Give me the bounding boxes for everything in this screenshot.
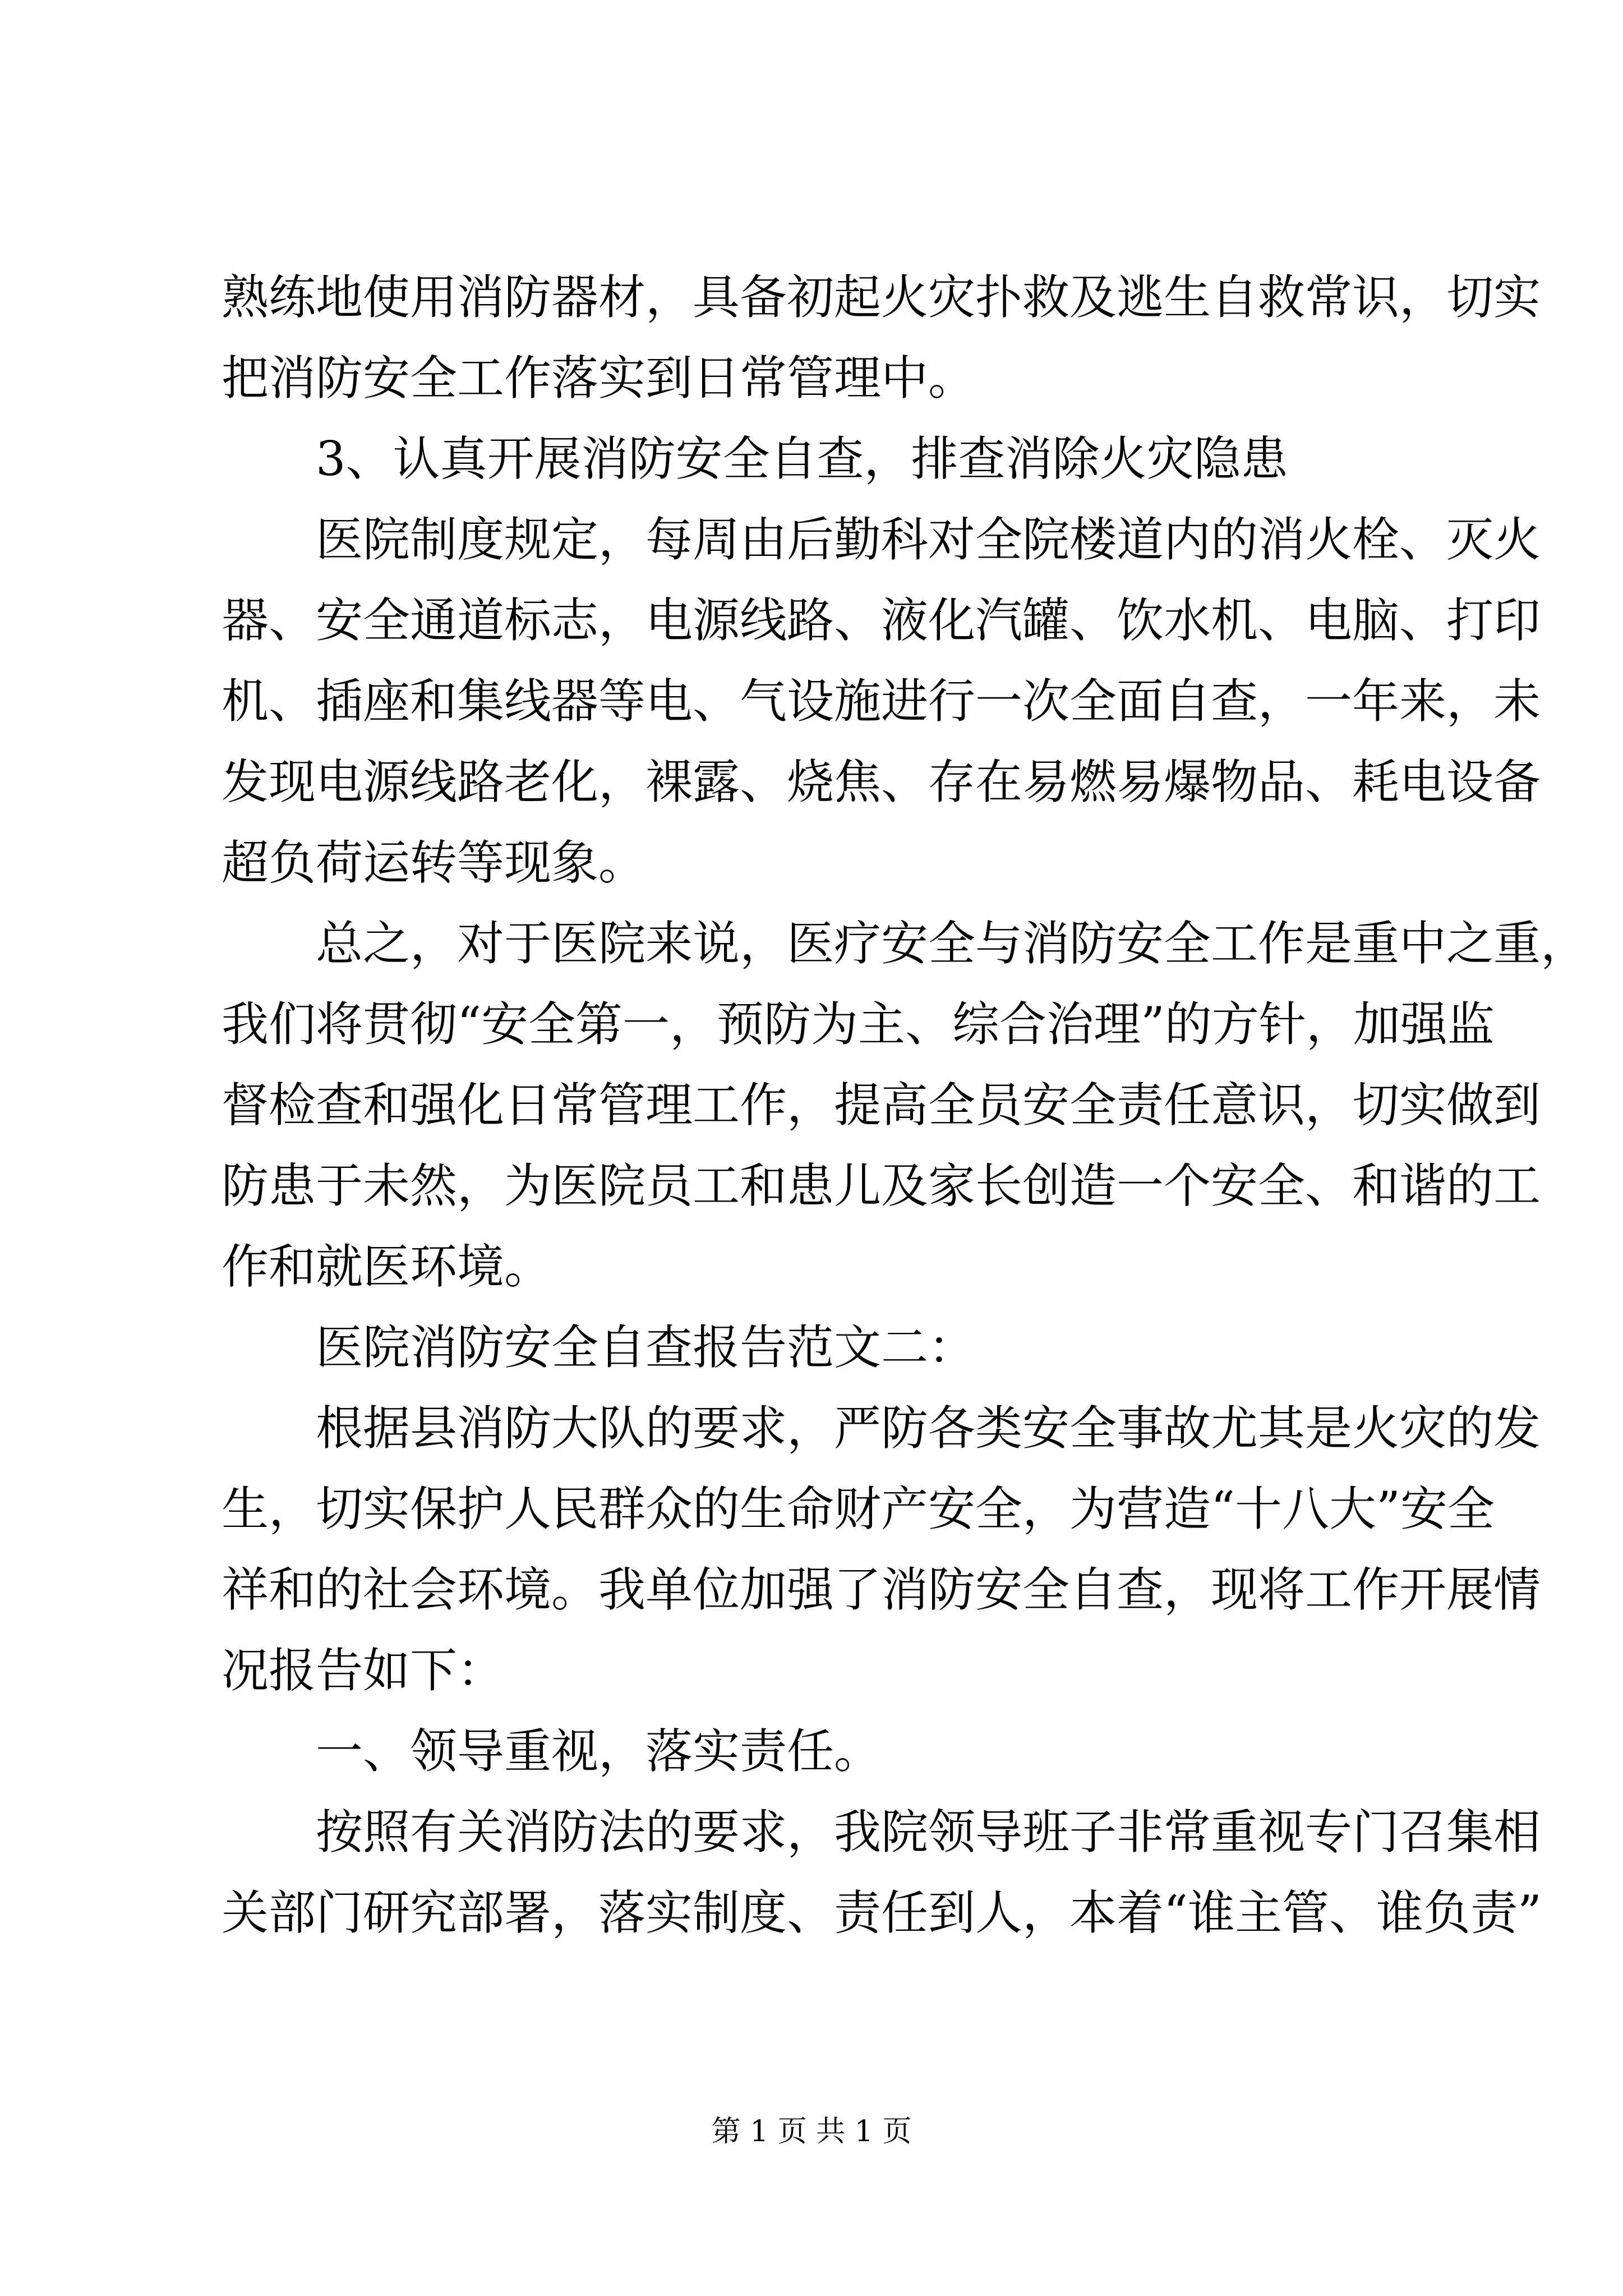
text-line: 督检查和强化日常管理工作，提高全员安全责任意识，切实做到: [222, 1078, 1541, 1133]
text-line: 作和就医环境。: [222, 1239, 552, 1294]
text-line: 机、插座和集线器等电、气设施进行一次全面自查，一年来，未: [222, 674, 1541, 729]
text-line: 器、安全通道标志，电源线路、液化汽罐、饮水机、电脑、打印: [222, 593, 1541, 648]
page-footer: 第 1 页 共 1 页: [711, 2115, 912, 2148]
text-line: 把消防安全工作落实到日常管理中。: [222, 351, 976, 406]
text-line: 按照有关消防法的要求，我院领导班子非常重视专门召集相: [316, 1805, 1541, 1860]
text-line: 超负荷运转等现象。: [222, 835, 646, 890]
text-line: 熟练地使用消防器材，具备初起火灾扑救及逃生自救常识，切实: [222, 270, 1541, 325]
text-line: 3、认真开展消防安全自查，排查消除火灾隐患: [316, 431, 1288, 486]
text-line: 发现电源线路老化，裸露、烧焦、存在易燃易爆物品、耗电设备: [222, 754, 1541, 809]
text-line: 我们将贯彻“安全第一，预防为主、综合治理”的方针，加强监: [222, 997, 1495, 1052]
text-line: 总之，对于医院来说，医疗安全与消防安全工作是重中之重，: [316, 916, 1588, 971]
text-line: 祥和的社会环境。我单位加强了消防安全自查，现将工作开展情: [222, 1562, 1541, 1617]
document-body: [222, 257, 1588, 1953]
text-line: 医院制度规定，每周由后勤科对全院楼道内的消火栓、灭火: [316, 512, 1541, 567]
text-line: 根据县消防大队的要求，严防各类安全事故尤其是火灾的发: [316, 1401, 1541, 1456]
text-line: 一、领导重视，落实责任。: [316, 1724, 882, 1779]
text-line: 关部门研究部署，落实制度、责任到人，本着“谁主管、谁负责”: [222, 1885, 1542, 1940]
text-line: 医院消防安全自查报告范文二：: [316, 1320, 976, 1375]
text-line: 生，切实保护人民群众的生命财产安全，为营造“十八大”安全: [222, 1481, 1495, 1536]
text-line: 防患于未然，为医院员工和患儿及家长创造一个安全、和谐的工: [222, 1158, 1541, 1213]
text-line: 况报告如下：: [222, 1643, 505, 1698]
